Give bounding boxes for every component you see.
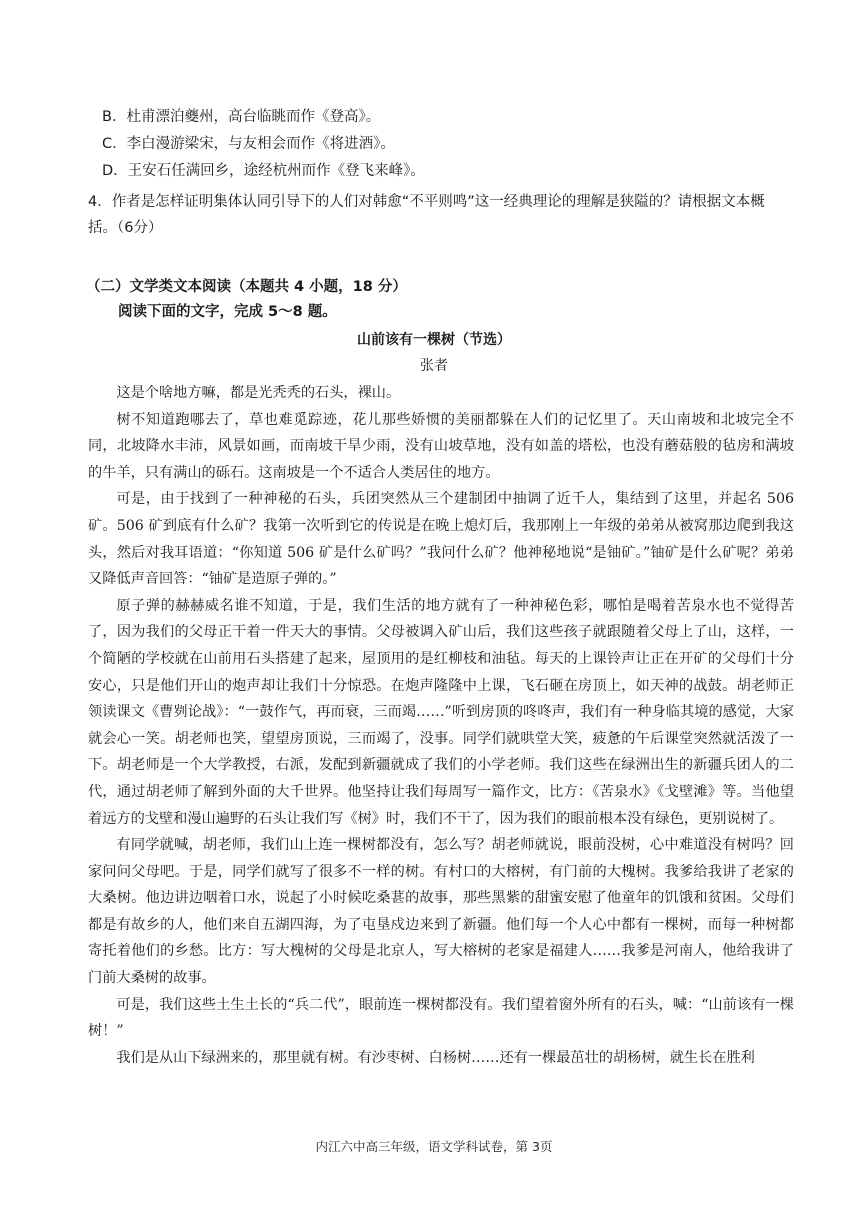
question-4: 4．作者是怎样证明集体认同引导下的人们对韩愈“不平则鸣”这一经典理论的理解是狭隘的？请根据文本概括。（6分） [88, 194, 765, 236]
page-footer: 内江六中高三年级，语文学科试卷，第 3页 [315, 1139, 553, 1154]
paragraph: 原子弹的赫赫威名谁不知道，于是，我们生活的地方就有了一种神秘色彩，哪怕是喝着苦泉水也不觉得苦了，因为我们的父母正干着一件天大的事情。父母被调入矿山后，我们这些孩子就跟随着父母上了山，这样，一个简陋的学校就在山前用石头搭建了起来，屋顶用的是红柳枝和油毡。每天的上课铃声让正在开矿的父母们十分安心，只是他们开山的炮声却让我们十分惊恐。在炮声隆隆中上课，飞石砸在房顶上，如天神的战鼓。胡老师正领读课文《曹刿论战》：“一鼓作气，再而衰，三而竭……”听到房顶的咚咚声，我们有一种身临其境的感觉，大家就会心一笑。胡老师也笑，望望房顶说，三而竭了，没事。同学们就哄堂大笑，疲惫的午后课堂突然就活泼了一下。胡老师是一个大学教授，右派，发配到新疆就成了我们的小学老师。我们这些在绿洲出生的新疆兵团人的二代，通过胡老师了解到外面的大千世界。他坚持让我们每周写一篇作文，比方：《苦泉水》《戈壁滩》等。当他望着远方的戈壁和漫山遍野的石头让我们写《树》时，我们不干了，因为我们的眼前根本没有绿色，更别说树了。 [88, 597, 794, 827]
section-title: （二）文学类文本阅读（本题共 4 小题，18 分） [86, 279, 407, 295]
option-b: B．杜甫漂泊夔州，高台临眺而作《登高》。 [102, 109, 381, 125]
option-d: D．王安石任满回乡，途经杭州而作《登飞来峰》。 [102, 163, 425, 179]
paragraph: 可是，我们这些土生土长的“兵二代”，眼前连一棵树都没有。我们望着窗外所有的石头，喊：“山前该有一棵树！” [88, 996, 794, 1040]
option-c: C．李白漫游梁宋，与友相会而作《将进酒》。 [102, 136, 395, 152]
section-instruction: 阅读下面的文字，完成 5～8 题。 [118, 304, 337, 320]
article-title: 山前该有一棵树（节选） [357, 332, 511, 348]
paragraph: 有同学就喊，胡老师，我们山上连一棵树都没有，怎么写？胡老师就说，眼前没树，心中难道没有树吗？回家问问父母吧。于是，同学们就写了很多不一样的树。有村口的大榕树，有门前的大槐树。我爹给我讲了老家的大桑树。他边讲边咽着口水，说起了小时候吃桑葚的故事，那些黑紫的甜蜜安慰了他童年的饥饿和贫困。父母们都是有故乡的人，他们来自五湖四海，为了屯垦戍边来到了新疆。他们每一个人心中都有一棵树，而每一种树都寄托着他们的乡愁。比方：写大槐树的父母是北京人，写大榕树的老家是福建人……我爹是河南人，他给我讲了门前大桑树的故事。 [88, 837, 794, 987]
paragraph: 树不知道跑哪去了，草也难觅踪迹，花儿那些娇惯的美丽都躲在人们的记忆里了。天山南坡和北坡完全不同，北坡降水丰沛，风景如画，而南坡干旱少雨，没有山坡草地，没有如盖的塔松，也没有蘑菇般的毡房和满坡的牛羊，只有满山的砾石。这南坡是一个不适合人类居住的地方。 [88, 411, 794, 481]
paragraph: 可是，由于找到了一种神秘的石头，兵团突然从三个建制团中抽调了近千人，集结到了这里，并起名 506 矿。506 矿到底有什么矿？我第一次听到它的传说是在晚上熄灯后，我那刚上一年级的弟弟从被窝那边爬到我这头，然后对我耳语道：“你知道 506 矿是什么矿吗？”我问什么矿？他神秘地说“是铀矿。”铀矿是什么矿呢？弟弟又降低声音回答：“铀矿是造原子弹的。” [88, 491, 794, 588]
paragraph: 这是个啥地方嘛，都是光秃秃的石头，裸山。 [116, 385, 401, 401]
paragraph: 我们是从山下绿洲来的，那里就有树。有沙枣树、白杨树……还有一棵最茁壮的胡杨树，就生长在胜利 [116, 1049, 755, 1066]
article-body [88, 380, 794, 1071]
article-author: 张者 [420, 358, 448, 374]
answer-options [102, 104, 802, 185]
